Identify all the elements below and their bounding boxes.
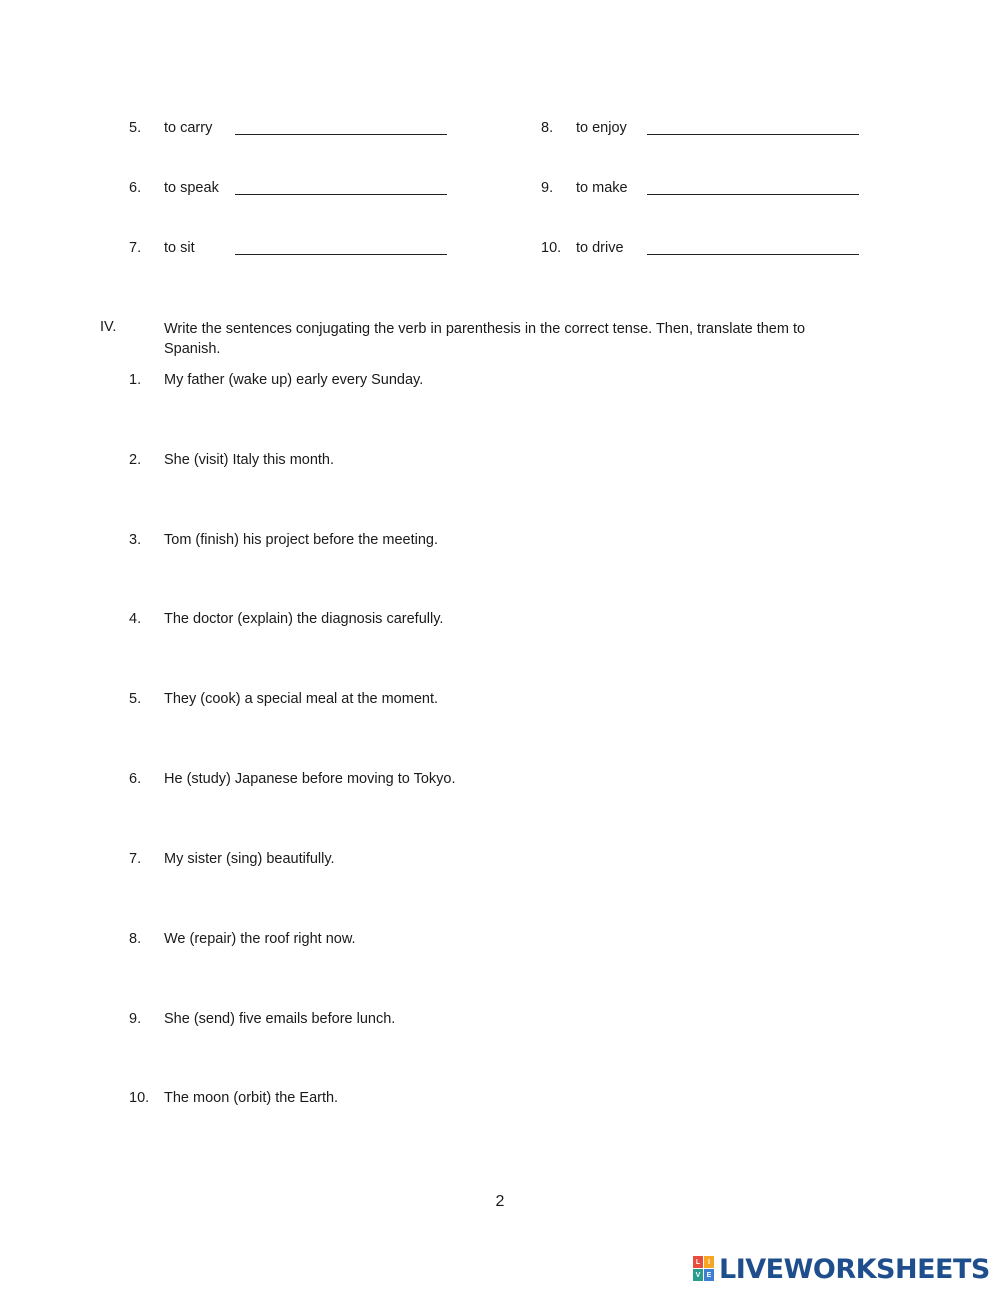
sentence-number: 2. [129,452,142,468]
vocab-number: 9. [541,180,554,196]
answer-blank[interactable] [235,254,447,255]
vocab-word: to sit [164,240,195,256]
sentence-text: My father (wake up) early every Sunday. [164,372,424,388]
vocab-number: 7. [129,240,142,256]
sentence-number: 1. [129,372,142,388]
sentence-number: 6. [129,771,142,787]
answer-blank[interactable] [235,194,447,195]
answer-blank[interactable] [647,194,859,195]
sentence-text: My sister (sing) beautifully. [164,851,335,867]
vocab-number: 5. [129,120,142,136]
sentence-text: They (cook) a special meal at the moment. [164,691,439,707]
sentence-number: 4. [129,611,142,627]
sentence-text: Tom (finish) his project before the meeting. [164,532,439,548]
sentence-number: 3. [129,532,142,548]
sentence-text: The moon (orbit) the Earth. [164,1090,339,1106]
page-number: 2 [495,1193,505,1210]
vocab-number: 6. [129,180,142,196]
liveworksheets-logo-icon: L I V E [693,1256,715,1282]
sentence-number: 9. [129,1011,142,1027]
sentence-text: He (study) Japanese before moving to Tokyo. [164,771,456,787]
vocab-word: to drive [576,240,624,256]
section-number: IV. [100,319,117,335]
logo-text: LIVEWORKSHEETS [719,1253,990,1285]
sentence-number: 8. [129,931,142,947]
answer-blank[interactable] [235,134,447,135]
vocab-word: to make [576,180,628,196]
section-instruction: Write the sentences conjugating the verb in parenthesis in the correct tense. Then, translate them to Spanish. [164,321,806,357]
liveworksheets-logo[interactable] [693,1254,990,1284]
vocab-word: to enjoy [576,120,627,136]
vocab-number: 10. [541,240,562,256]
answer-blank[interactable] [647,254,859,255]
sentence-text: She (send) five emails before lunch. [164,1011,396,1027]
vocab-word: to carry [164,120,213,136]
sentence-number: 5. [129,691,142,707]
sentence-number: 7. [129,851,142,867]
answer-blank[interactable] [647,134,859,135]
vocab-word: to speak [164,180,219,196]
sentence-text: She (visit) Italy this month. [164,452,335,468]
sentence-number: 10. [129,1090,150,1106]
sentence-text: We (repair) the roof right now. [164,931,356,947]
vocab-number: 8. [541,120,554,136]
sentence-text: The doctor (explain) the diagnosis carefully. [164,611,444,627]
